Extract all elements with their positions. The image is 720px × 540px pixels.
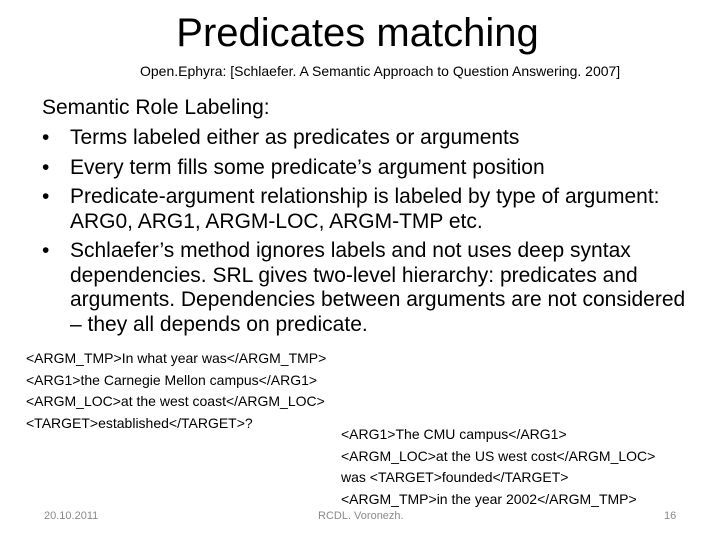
answer-line: <ARGM_LOC>at the US west cost</ARGM_LOC> — [341, 447, 656, 464]
answer-line: <ARGM_TMP>in the year 2002</ARGM_TMP> — [341, 490, 637, 507]
bullet-text: Predicate-argument relationship is labeled by type of argument: ARG0, ARG1, ARGM-LOC, ARGM-TMP etc. — [70, 185, 660, 233]
slide-title: Predicates matching — [176, 11, 539, 55]
footer-venue: RCDL. Voronezh. — [318, 510, 404, 522]
slide-subtitle: Open.Ephyra: [Schlaefer. A Semantic Approach to Question Answering. 2007] — [140, 63, 621, 79]
answer-line: <ARG1>The CMU campus</ARG1> — [341, 426, 567, 442]
page-number: 16 — [664, 510, 677, 522]
footer-date: 20.10.2011 — [44, 510, 99, 522]
bullet-item — [42, 185, 692, 234]
question-line: <ARG1>the Carnegie Mellon campus</ARG1> — [26, 371, 318, 388]
section-heading: Semantic Role Labeling: — [42, 96, 270, 119]
bullet-marker: • — [42, 126, 50, 149]
bullet-text: Terms labeled either as predicates or arguments — [70, 126, 520, 149]
question-line: <ARGM_TMP>In what year was</ARGM_TMP> — [26, 350, 327, 366]
bullet-item — [42, 156, 692, 181]
question-srl-block — [26, 348, 326, 434]
bullet-item — [42, 239, 692, 337]
bullet-list — [42, 126, 692, 342]
bullet-marker: • — [42, 155, 50, 179]
question-line: <ARGM_LOC>at the west coast</ARGM_LOC> — [26, 393, 325, 409]
answer-line: was <TARGET>founded</TARGET> — [341, 469, 569, 485]
bullet-marker: • — [42, 185, 50, 208]
question-line: <TARGET>established</TARGET>? — [26, 414, 253, 431]
bullet-marker: • — [42, 239, 50, 262]
bullet-text: Schlaefer’s method ignores labels and not uses deep syntax dependencies. SRL gives two-level hierarchy: predicates and arguments. Dependencies between arguments are not considered – they all depends on predicate. — [70, 239, 686, 336]
bullet-text: Every term fills some predicate’s argument position — [70, 155, 545, 179]
bullet-item — [42, 126, 692, 151]
answer-srl-block — [341, 424, 655, 510]
